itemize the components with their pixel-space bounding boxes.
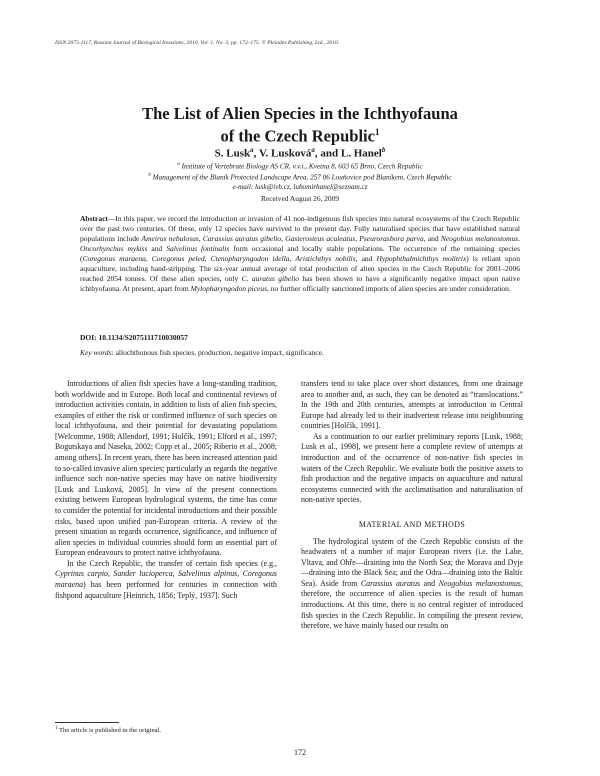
author-2: V. Lusková	[258, 147, 312, 160]
species-name: Gasterosteus aculeatus	[285, 234, 356, 244]
paragraph-text: ) has been performed for centuries in connection with fishpond aquaculture [Heinrich, 1856; Teplý, 1937]. Such	[55, 579, 277, 600]
email-line[interactable]: e-mail: lusk@ivb.cz, lubomirhanel@seznam.cz	[232, 183, 368, 191]
doi-line[interactable]: DOI: 10.1134/S2075111710030057	[80, 333, 188, 342]
page-number: 172	[294, 748, 306, 757]
abstract-text: In this paper, we record the introduction or invasion of 41 non-indigenous fish species into natural ecosystems of the Czech Republic over the past two centuries. Of these, only 12 species have survived to the present day. Fully naturalised species that have established natural populations include	[80, 214, 520, 244]
author-list	[60, 146, 540, 160]
paragraph-text: In the Czech Republic, the transfer of certain fish species (e.g.,	[67, 558, 277, 568]
species-name: Salvelinus alpinus	[178, 569, 238, 579]
species-name: Sander lucioperca	[113, 569, 173, 579]
species-name: Salvelinus fontinalis	[166, 244, 230, 254]
author-1-affil: a	[250, 146, 254, 154]
species-name: Neogobius melanostomus	[440, 234, 519, 244]
species-name: Coregonus maraena	[55, 569, 277, 589]
section-heading: MATERIAL AND METHODS	[358, 519, 466, 529]
author-3: L. Hanel	[340, 147, 382, 160]
footnote-text: The article is published in the original.	[59, 727, 162, 735]
species-name: Carassius auratus	[360, 578, 421, 588]
species-name: Coregonus maraena	[82, 254, 146, 264]
footnote-divider	[55, 722, 119, 723]
abstract-text: ,	[289, 254, 296, 264]
affiliation-b-mark: b	[148, 173, 151, 178]
abstract-text: ) is reliant upon aquaculture, including hand-stripping. The six-year annual average of total production of alien species in the Czech Republic for 2001–2006 reached 2054 tonnes. Of these alien species, only	[80, 254, 520, 284]
abstract-text: form occasional and locally stable populations. The occurrence of the remaining species (	[80, 244, 520, 264]
keywords-text: : allochthonous fish species, production, negative impact, significance.	[111, 348, 324, 357]
species-name: Carassius auratus gibelio	[202, 234, 282, 244]
species-name: Hypophthalmichthys molitrix	[376, 254, 467, 264]
title-line-2: of the Czech Republic	[220, 126, 375, 146]
left-column	[55, 379, 277, 601]
author-2-affil: a	[311, 146, 315, 154]
abstract-text: ,	[198, 234, 203, 244]
paper-title	[60, 104, 540, 146]
title-line-1: The List of Alien Species in the Ichthyofauna	[142, 104, 458, 123]
author-separator: ,	[253, 147, 259, 160]
author-3-affil: b	[381, 146, 386, 154]
paragraph	[301, 537, 523, 632]
species-name: Ctenopharyngodon idella	[210, 254, 290, 264]
paragraph-text: ,	[107, 569, 114, 579]
species-name: Coregonus peled	[151, 254, 205, 264]
keywords-label: Key words	[80, 348, 112, 357]
keywords	[80, 348, 520, 357]
paragraph	[55, 559, 277, 601]
abstract-text: .	[518, 234, 521, 244]
paragraph: Introductions of alien fish species have a long-standing tradition, both worldwide and in Europe. Both local and continental reviews of introduction activities contain, in addition to lists of alien fish species, examples of either the risk or confirmed influence of such species on local ichthyofauna, and their potential for devastating populations [Welcomme, 1988; Allendorf, 1991; Holčík, 1991; Elford et al., 1997; Bogutskaya and Naseka, 2002; Copp et al., 2005; Riberio et al., 2008; among others]. In recent years, there has been increased attention paid to so-called invasive alien species; particularly as regards the negative influence such non-native species may have on native biodiversity [Lusk and Lusková, 2005]. In view of the present connections existing between European hydrological systems, the time has come to consider the potential for incidental introductions and their possible risks, based upon unified pan-European criteria. A review of the present situation as regards occurrence, significance, and influence of alien species in individual countries should form an essential part of European endeavours to protect native ichthyofauna.	[55, 379, 277, 558]
author-1: S. Lusk	[214, 147, 251, 160]
affiliation-b-text: Management of the Blaník Protected Landscape Area, 257 06 Louňovice pod Blaníkem, Czech Republic	[152, 173, 452, 182]
right-column	[301, 379, 523, 632]
footnote	[55, 726, 285, 734]
abstract-text: has been shown to have a significantly negative impact upon native ichthyofauna. At present, apart from	[80, 274, 520, 294]
affiliation-a	[60, 160, 540, 171]
species-name: Cyprinus carpio	[55, 569, 108, 579]
footnote-mark: 1	[55, 726, 58, 731]
abstract-text: , and	[355, 254, 377, 264]
abstract-text: ,	[204, 254, 211, 264]
abstract-text: ,	[281, 234, 286, 244]
species-name: Pseurorasbora parva	[359, 234, 424, 244]
title-footnote-mark: 1	[374, 127, 380, 137]
paragraph-text: and	[420, 578, 439, 588]
paragraph: As a continuation to our earlier preliminary reports [Lusk, 1988; Lusk et al., 1998], we present here a complete review of attempts at introduction and of the occurrence of non-native fish species in waters of the Czech Republic. We evaluate both the positive assets to fish production and the negative impacts on aquaculture and natural ecosystems connected with the acclimatisation and naturalisation of non-native species.	[301, 431, 523, 505]
paragraph: transfers tend to take place over short distances, from one drainage area to another and, as such, they can be denoted as “translocations.” In the 19th and 20th centuries, attempts at introduction in Central Europe had already led to their inadvertent release into neighbouring countries [Holčík, 1991].	[301, 379, 523, 431]
species-name: Aristichthys nobilis	[295, 254, 356, 264]
received-date: Received August 26, 2009	[260, 194, 339, 203]
abstract-text: , no further officially sanctioned imports of alien species are under consideration.	[267, 284, 511, 294]
abstract-dash: —	[107, 214, 116, 223]
species-name: Mylopharyngodon piceus	[190, 284, 268, 294]
abstract-text: ,	[145, 254, 152, 264]
abstract-text: and	[147, 244, 167, 254]
abstract-label: Abstract	[80, 214, 108, 223]
paragraph-text: ,	[172, 569, 179, 579]
author-separator: , and	[314, 147, 341, 160]
species-name: C. auratus gibelio	[241, 274, 300, 284]
affiliation-a-mark: a	[177, 162, 180, 167]
paragraph-text: The hydrological system of the Czech Republic consists of the headwaters of a number of major European rivers (i.e. the Labe, Vltava, and Ohře—draining into the North Sea; the Morava and Dyje—draining into the Black Sea; and the Odra—draining into the Baltic Sea). Aside from	[301, 536, 523, 588]
journal-header: ISSN 2075-1117, Russian Journal of Biological Invasions, 2010, Vol. 1, No. 3, pp. 172–175. © Pleiades Publishing, Ltd., 2010.	[55, 40, 340, 46]
abstract-text: , and	[423, 234, 441, 244]
abstract-text: ,	[355, 234, 360, 244]
abstract	[80, 214, 520, 294]
affiliation-a-text: Institute of Vertebrate Biology AS CR, v.v.i., Kvetna 8, 603 65 Brno, Czech Republic	[181, 162, 423, 171]
paragraph-text: , therefore, the occurrence of alien species is the result of human introductions. At this time, there is no central register of introduced fish species in the Czech Republic. In compiling the present review, therefore, we have mainly based our results on	[301, 578, 523, 631]
species-name: Oncorhynchus mykiss	[80, 244, 148, 254]
species-name: Ameirus nebulosus	[141, 234, 199, 244]
species-name: Neogobius melanostomus	[438, 578, 521, 588]
affiliation-b	[60, 171, 540, 182]
paragraph-text: ,	[237, 569, 243, 579]
